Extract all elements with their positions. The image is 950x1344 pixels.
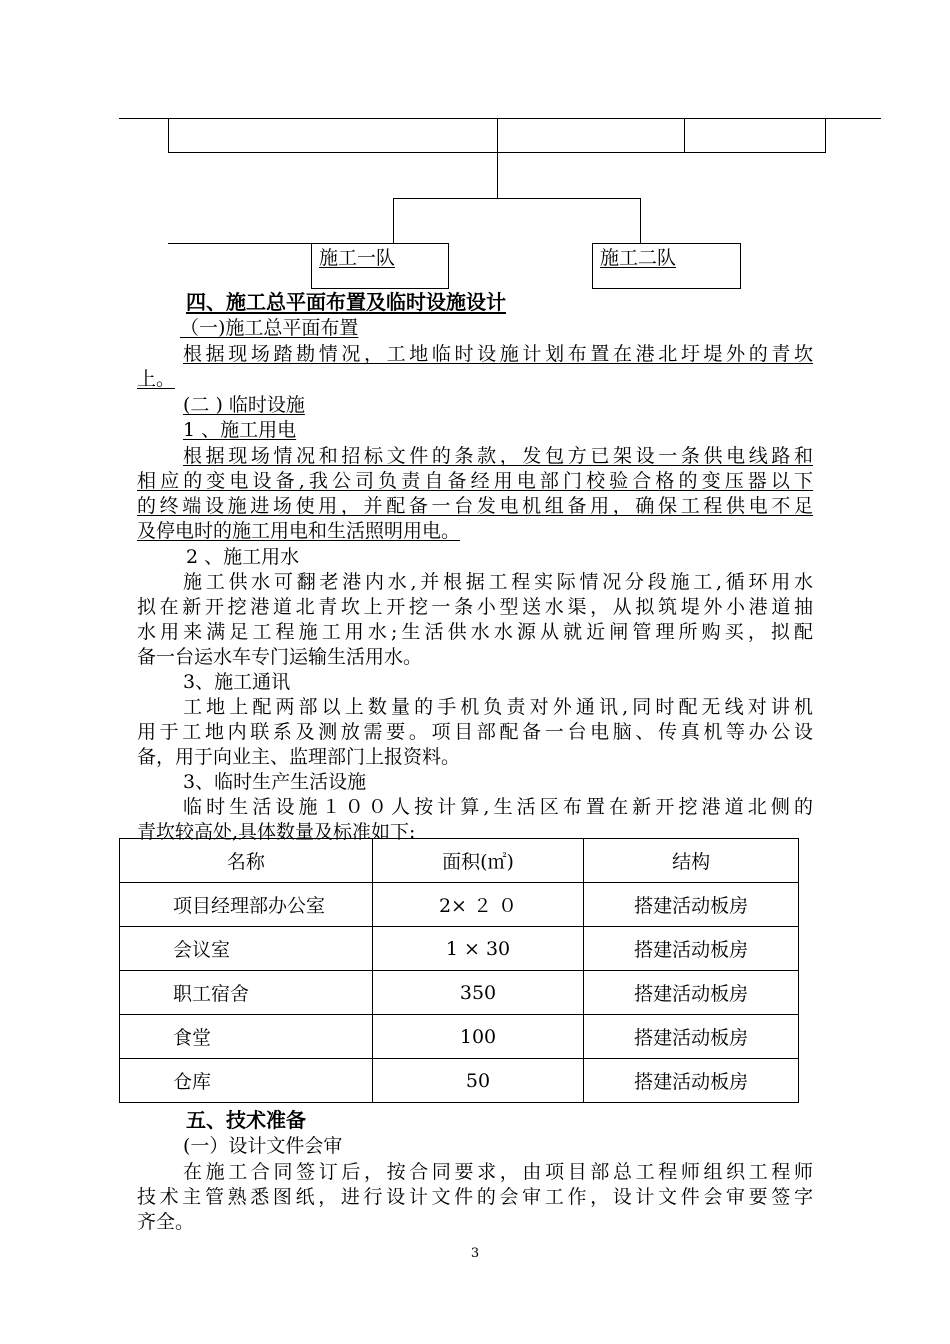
page-number: 3 — [470, 1246, 480, 1261]
section-4-title: 四、施工总平面布置及临时设施设计 — [186, 290, 506, 314]
water-line-1: 施工供水可翻老港内水,并根据工程实际情况分段施工,循环用水 — [183, 571, 813, 593]
power-title: 1 、施工用电 — [183, 419, 297, 441]
comm-line-3: 备，用于向业主、监理部门上报资料。 — [137, 746, 461, 768]
cell-name: 仓库 — [120, 1059, 373, 1103]
comm-line-1: 工地上配两部以上数量的手机负责对外通讯,同时配无线对讲机 — [183, 696, 813, 718]
org-chart-branch-left — [393, 198, 394, 244]
cell-area: 50 — [372, 1059, 584, 1103]
power-line-2: 相应的变电设备,我公司负责自备经用电部门校验合格的变压器以下 — [137, 470, 813, 492]
section-4-2-title: (二 ) 临时设施 — [183, 394, 305, 416]
table-row — [120, 927, 799, 971]
org-chart-stem — [497, 152, 498, 199]
section-4-1-title: （一)施工总平面布置 — [180, 317, 359, 339]
table-row — [120, 971, 799, 1015]
org-chart-divider-1 — [497, 118, 498, 153]
water-title: 2 、施工用水 — [186, 546, 300, 568]
power-line-1: 根据现场情况和招标文件的条款，发包方已架设一条供电线路和 — [183, 445, 813, 467]
header-structure: 结构 — [584, 839, 799, 883]
org-chart-branch-line — [393, 198, 641, 199]
cell-structure: 搭建活动板房 — [584, 927, 799, 971]
review-line-1: 在施工合同签订后，按合同要求，由项目部总工程师组织工程师 — [183, 1161, 813, 1183]
org-chart-left-stub — [168, 243, 312, 244]
comm-line-2: 用于工地内联系及测放需要。项目部配备一台电脑、传真机等办公设 — [137, 721, 813, 743]
cell-area: 100 — [372, 1015, 584, 1059]
comm-title: 3、施工通讯 — [183, 671, 291, 693]
section-5-title: 五、技术准备 — [186, 1108, 306, 1132]
cell-area: 2× ２ ０ — [372, 883, 584, 927]
cell-structure: 搭建活动板房 — [584, 883, 799, 927]
cell-structure: 搭建活动板房 — [584, 1015, 799, 1059]
cell-name: 食堂 — [120, 1015, 373, 1059]
table-row — [120, 1059, 799, 1103]
team1-label: 施工一队 — [319, 247, 396, 269]
section-5-1-title: (一）设计文件会审 — [183, 1135, 343, 1157]
cell-area: 1 × 30 — [372, 927, 584, 971]
cell-name: 职工宿舍 — [120, 971, 373, 1015]
layout-paragraph-line-1: 根据现场踏勘情况，工地临时设施计划布置在港北圩堤外的青坎 — [183, 343, 813, 365]
org-chart-branch-right — [640, 198, 641, 244]
living-line-1: 临时生活设施１００人按计算,生活区布置在新开挖港道北侧的 — [183, 796, 813, 818]
facilities-table — [119, 838, 799, 1103]
header-area: 面积(㎡) — [372, 839, 584, 883]
power-line-4: 及停电时的施工用电和生活照明用电。 — [137, 520, 461, 542]
review-line-3: 齐全。 — [137, 1211, 195, 1233]
table-header-row — [120, 839, 799, 883]
cell-name: 项目经理部办公室 — [120, 883, 373, 927]
header-name: 名称 — [120, 839, 373, 883]
table-row — [120, 883, 799, 927]
cell-name: 会议室 — [120, 927, 373, 971]
table-row — [120, 1015, 799, 1059]
water-line-2: 拟在新开挖港道北青坎上开挖一条小型送水渠，从拟筑堤外小港道抽 — [137, 596, 813, 618]
living-title: 3、临时生产生活设施 — [183, 771, 367, 793]
cell-structure: 搭建活动板房 — [584, 971, 799, 1015]
water-line-4: 备一台运水车专门运输生活用水。 — [137, 646, 423, 668]
living-line-2: 青坎较高处,具体数量及标准如下: — [137, 821, 416, 843]
org-chart-divider-2 — [684, 118, 685, 153]
review-line-2: 技术主管熟悉图纸，进行设计文件的会审工作，设计文件会审要签字 — [137, 1186, 813, 1208]
layout-paragraph-line-2: 上。 — [137, 368, 176, 390]
cell-structure: 搭建活动板房 — [584, 1059, 799, 1103]
cell-area: 350 — [372, 971, 584, 1015]
power-line-3: 的终端设施进场使用，并配备一台发电机组备用，确保工程供电不足 — [137, 495, 813, 517]
team2-label: 施工二队 — [600, 247, 677, 269]
water-line-3: 水用来满足工程施工用水;生活供水水源从就近闸管理所购买，拟配 — [137, 621, 813, 643]
